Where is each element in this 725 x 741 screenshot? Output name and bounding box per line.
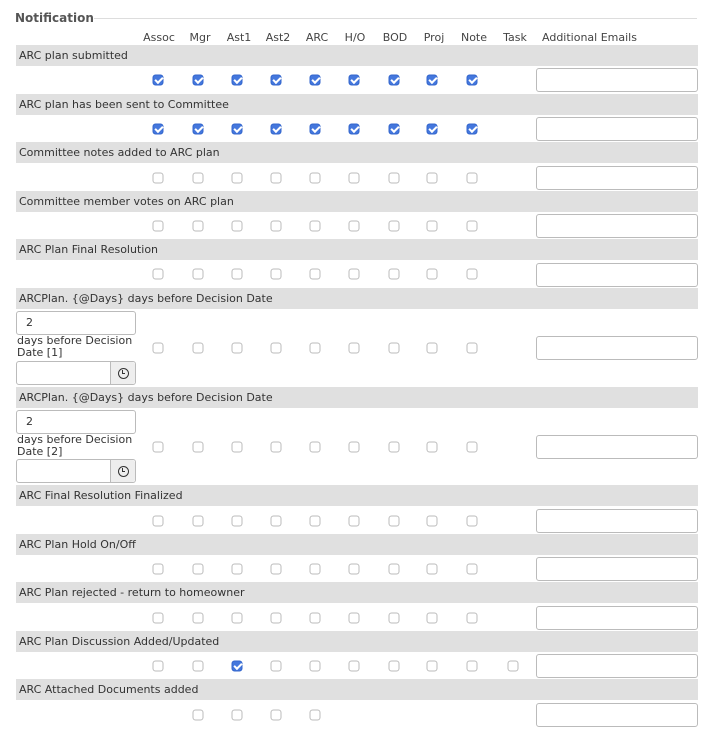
checkbox-arc[interactable]: [310, 269, 321, 280]
column-header-mgr: Mgr: [189, 31, 211, 44]
notification-row-title: ARC Plan Final Resolution: [16, 239, 698, 260]
checkbox-h-o[interactable]: [349, 343, 360, 354]
notification-row-title: ARC plan has been sent to Committee: [16, 94, 698, 115]
checkbox-ast2[interactable]: [271, 613, 282, 624]
checkbox-mgr[interactable]: [193, 75, 204, 86]
checkbox-ast1[interactable]: [232, 442, 243, 453]
checkbox-bod[interactable]: [389, 564, 400, 575]
column-header-proj: Proj: [423, 31, 445, 44]
notification-legend: Notification: [15, 11, 104, 25]
checkbox-assoc[interactable]: [153, 343, 164, 354]
checkbox-ast1[interactable]: [232, 343, 243, 354]
checkbox-task[interactable]: [508, 661, 519, 672]
notification-row-title: ARC Plan rejected - return to homeowner: [16, 582, 698, 603]
checkbox-h-o[interactable]: [349, 613, 360, 624]
checkbox-ast1[interactable]: [232, 564, 243, 575]
checkbox-h-o[interactable]: [349, 269, 360, 280]
time-input[interactable]: [16, 459, 136, 483]
additional-emails-input[interactable]: [536, 166, 698, 190]
notification-row-title: ARCPlan. {@Days} days before Decision Date: [16, 387, 698, 408]
checkbox-ast1[interactable]: [232, 269, 243, 280]
checkbox-proj[interactable]: [427, 442, 438, 453]
notification-row-title: ARC Final Resolution Finalized: [16, 485, 698, 506]
checkbox-ast1[interactable]: [232, 75, 243, 86]
checkbox-ast2[interactable]: [271, 75, 282, 86]
checkbox-mgr[interactable]: [193, 221, 204, 232]
checkbox-note[interactable]: [467, 564, 478, 575]
checkbox-ast1[interactable]: [232, 516, 243, 527]
days-label: days before Decision Date [2]: [17, 433, 133, 458]
additional-emails-input[interactable]: [536, 509, 698, 533]
checkbox-assoc[interactable]: [153, 564, 164, 575]
checkbox-ast1[interactable]: [232, 124, 243, 135]
checkbox-ast1[interactable]: [232, 661, 243, 672]
checkbox-bod[interactable]: [389, 516, 400, 527]
checkbox-proj[interactable]: [427, 75, 438, 86]
checkbox-proj[interactable]: [427, 613, 438, 624]
checkbox-mgr[interactable]: [193, 710, 204, 721]
column-header-bod: BOD: [382, 31, 408, 44]
checkbox-mgr[interactable]: [193, 343, 204, 354]
checkbox-note[interactable]: [467, 221, 478, 232]
checkbox-ast2[interactable]: [271, 710, 282, 721]
checkbox-proj[interactable]: [427, 516, 438, 527]
notification-row-title: ARC Plan Discussion Added/Updated: [16, 631, 698, 652]
time-input[interactable]: [16, 361, 136, 385]
checkbox-ast1[interactable]: [232, 613, 243, 624]
checkbox-assoc[interactable]: [153, 221, 164, 232]
additional-emails-input[interactable]: [536, 557, 698, 581]
notification-row-title: Committee member votes on ARC plan: [16, 191, 698, 212]
checkbox-ast2[interactable]: [271, 269, 282, 280]
checkbox-note[interactable]: [467, 661, 478, 672]
checkbox-note[interactable]: [467, 124, 478, 135]
additional-emails-input[interactable]: [536, 214, 698, 238]
checkbox-proj[interactable]: [427, 269, 438, 280]
column-header-ast2: Ast2: [265, 31, 291, 44]
checkbox-note[interactable]: [467, 442, 478, 453]
checkbox-ast2[interactable]: [271, 221, 282, 232]
column-header-note: Note: [460, 31, 488, 44]
days-input[interactable]: 2: [16, 311, 136, 335]
fieldset-border: [94, 18, 697, 19]
checkbox-h-o[interactable]: [349, 124, 360, 135]
checkbox-assoc[interactable]: [153, 516, 164, 527]
checkbox-mgr[interactable]: [193, 124, 204, 135]
checkbox-bod[interactable]: [389, 613, 400, 624]
checkbox-ast2[interactable]: [271, 124, 282, 135]
checkbox-proj[interactable]: [427, 124, 438, 135]
checkbox-ast1[interactable]: [232, 173, 243, 184]
checkbox-ast2[interactable]: [271, 343, 282, 354]
days-label: days before Decision Date [1]: [17, 334, 133, 359]
checkbox-mgr[interactable]: [193, 661, 204, 672]
checkbox-bod[interactable]: [389, 75, 400, 86]
additional-emails-input[interactable]: [536, 606, 698, 630]
checkbox-arc[interactable]: [310, 124, 321, 135]
checkbox-h-o[interactable]: [349, 516, 360, 527]
additional-emails-input[interactable]: [536, 435, 698, 459]
column-header-task: Task: [503, 31, 527, 44]
checkbox-mgr[interactable]: [193, 269, 204, 280]
checkbox-note[interactable]: [467, 173, 478, 184]
checkbox-assoc[interactable]: [153, 124, 164, 135]
checkbox-mgr[interactable]: [193, 613, 204, 624]
notification-row-title: ARC Attached Documents added: [16, 679, 698, 700]
checkbox-assoc[interactable]: [153, 661, 164, 672]
notification-row-title: ARC plan submitted: [16, 45, 698, 66]
additional-emails-input[interactable]: [536, 336, 698, 360]
checkbox-note[interactable]: [467, 613, 478, 624]
checkbox-arc[interactable]: [310, 173, 321, 184]
checkbox-note[interactable]: [467, 269, 478, 280]
checkbox-h-o[interactable]: [349, 221, 360, 232]
checkbox-assoc[interactable]: [153, 269, 164, 280]
checkbox-note[interactable]: [467, 75, 478, 86]
time-picker-button[interactable]: [110, 362, 135, 384]
checkbox-ast2[interactable]: [271, 516, 282, 527]
checkbox-note[interactable]: [467, 343, 478, 354]
checkbox-h-o[interactable]: [349, 75, 360, 86]
checkbox-bod[interactable]: [389, 221, 400, 232]
column-header-assoc: Assoc: [143, 31, 175, 44]
checkbox-proj[interactable]: [427, 564, 438, 575]
additional-emails-input[interactable]: [536, 68, 698, 92]
checkbox-mgr[interactable]: [193, 516, 204, 527]
checkbox-h-o[interactable]: [349, 173, 360, 184]
checkbox-arc[interactable]: [310, 710, 321, 721]
checkbox-assoc[interactable]: [153, 75, 164, 86]
additional-emails-input[interactable]: [536, 117, 698, 141]
checkbox-arc[interactable]: [310, 613, 321, 624]
checkbox-proj[interactable]: [427, 221, 438, 232]
checkbox-ast2[interactable]: [271, 173, 282, 184]
checkbox-ast2[interactable]: [271, 564, 282, 575]
checkbox-arc[interactable]: [310, 442, 321, 453]
checkbox-proj[interactable]: [427, 343, 438, 354]
additional-emails-input[interactable]: [536, 263, 698, 287]
checkbox-ast2[interactable]: [271, 661, 282, 672]
checkbox-proj[interactable]: [427, 661, 438, 672]
additional-emails-input[interactable]: [536, 703, 698, 727]
checkbox-bod[interactable]: [389, 173, 400, 184]
checkbox-arc[interactable]: [310, 516, 321, 527]
checkbox-bod[interactable]: [389, 343, 400, 354]
checkbox-proj[interactable]: [427, 173, 438, 184]
additional-emails-input[interactable]: [536, 654, 698, 678]
checkbox-arc[interactable]: [310, 661, 321, 672]
checkbox-h-o[interactable]: [349, 564, 360, 575]
column-header-ast1: Ast1: [226, 31, 252, 44]
notification-row-title: ARC Plan Hold On/Off: [16, 534, 698, 555]
checkbox-arc[interactable]: [310, 343, 321, 354]
checkbox-assoc[interactable]: [153, 173, 164, 184]
clock-icon: [118, 368, 129, 379]
checkbox-arc[interactable]: [310, 564, 321, 575]
clock-icon: [118, 466, 129, 477]
checkbox-assoc[interactable]: [153, 613, 164, 624]
checkbox-arc[interactable]: [310, 221, 321, 232]
checkbox-bod[interactable]: [389, 661, 400, 672]
checkbox-arc[interactable]: [310, 75, 321, 86]
checkbox-mgr[interactable]: [193, 564, 204, 575]
checkbox-bod[interactable]: [389, 124, 400, 135]
checkbox-assoc[interactable]: [153, 442, 164, 453]
column-header-arc: ARC: [305, 31, 329, 44]
checkbox-note[interactable]: [467, 516, 478, 527]
column-header-h-o: H/O: [344, 31, 366, 44]
checkbox-mgr[interactable]: [193, 173, 204, 184]
checkbox-h-o[interactable]: [349, 661, 360, 672]
checkbox-bod[interactable]: [389, 269, 400, 280]
checkbox-ast1[interactable]: [232, 221, 243, 232]
checkbox-h-o[interactable]: [349, 442, 360, 453]
time-picker-button[interactable]: [110, 460, 135, 482]
checkbox-ast2[interactable]: [271, 442, 282, 453]
notification-row-title: Committee notes added to ARC plan: [16, 142, 698, 163]
checkbox-ast1[interactable]: [232, 710, 243, 721]
column-header-additional-emails: Additional Emails: [542, 31, 637, 44]
notification-row-title: ARCPlan. {@Days} days before Decision Date: [16, 288, 698, 309]
checkbox-mgr[interactable]: [193, 442, 204, 453]
days-input[interactable]: 2: [16, 410, 136, 434]
checkbox-bod[interactable]: [389, 442, 400, 453]
